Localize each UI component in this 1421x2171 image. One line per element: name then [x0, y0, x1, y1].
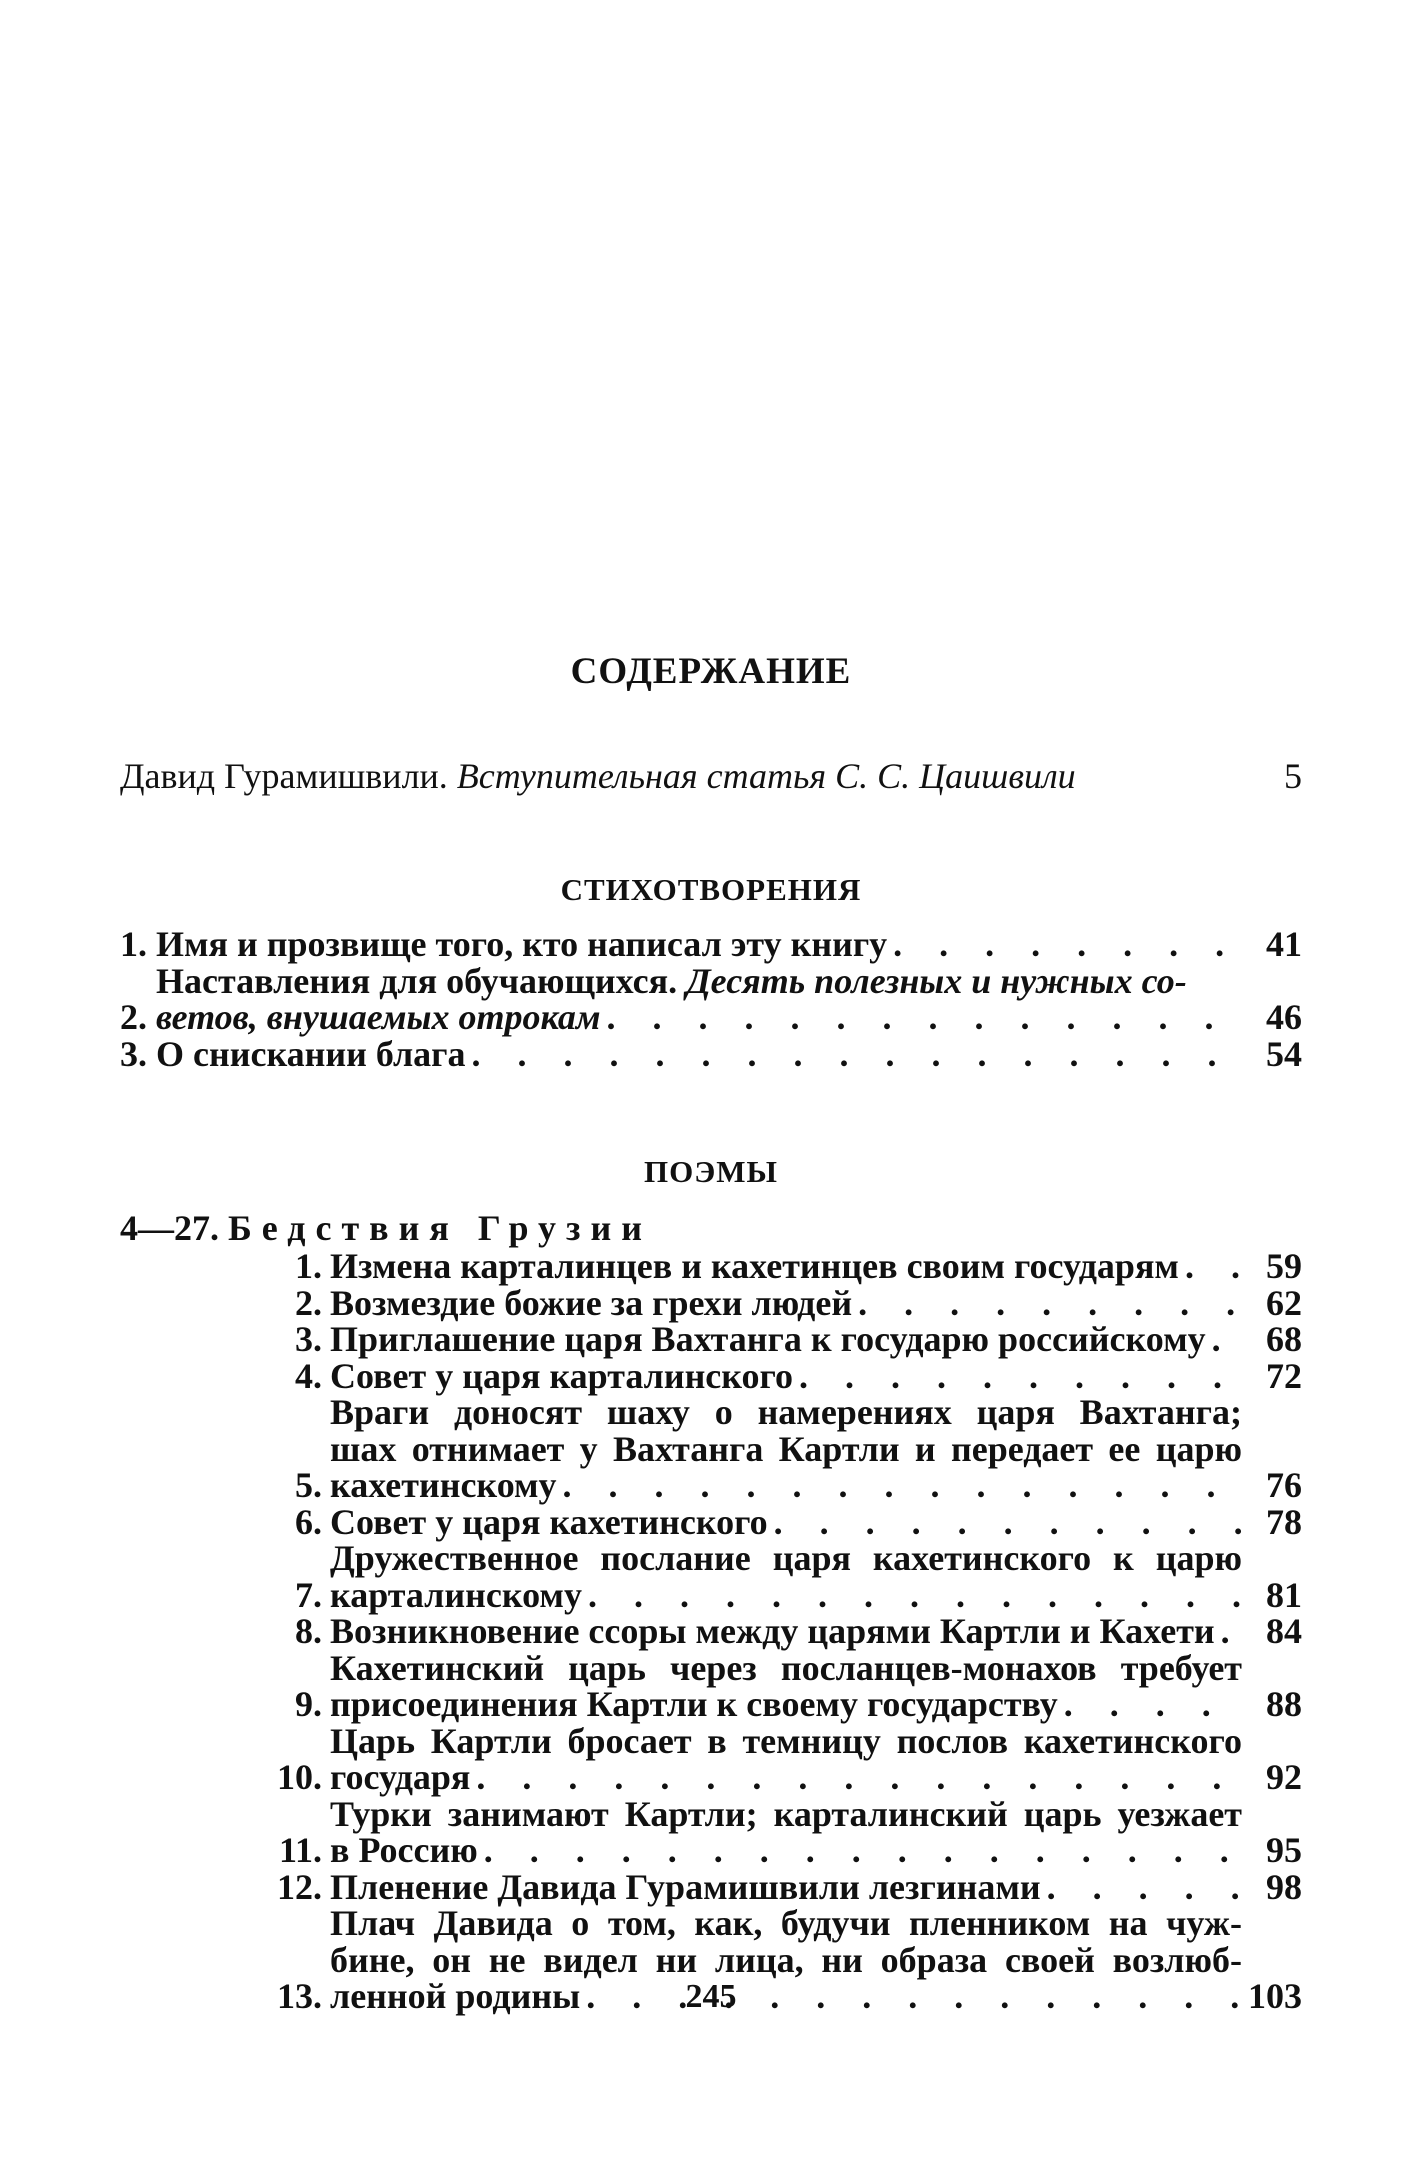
entry-number: 1. — [120, 924, 156, 964]
chapter-page: 95 — [1266, 1830, 1302, 1870]
chapter-page: 68 — [1266, 1319, 1302, 1359]
entry-page: 54 — [1266, 1033, 1302, 1074]
chapter-number: 12. — [277, 1866, 322, 1907]
chapter-entry — [120, 1647, 1302, 1724]
page-number: 245 — [685, 1978, 737, 2015]
dot-leader — [887, 926, 1242, 963]
chapter-page: 62 — [1266, 1282, 1302, 1323]
section-heading-poems-short: СТИХОТВОРЕНИЯ — [560, 872, 862, 907]
chapter-entry — [120, 1540, 1302, 1613]
entry-number: 2. — [120, 997, 156, 1037]
chapter-entry — [120, 1501, 1302, 1542]
chapter-page: 98 — [1266, 1866, 1302, 1907]
chapter-title-line: Совет у царя кахетинского — [330, 1501, 768, 1542]
chapter-entry — [120, 1866, 1302, 1907]
chapter-page: 88 — [1266, 1684, 1302, 1724]
dot-leader — [557, 1467, 1242, 1504]
entry-title: О снискании блага — [156, 1033, 466, 1074]
chapter-title-line: шах отнимает у Вахтанга Картли и передает ее царю — [330, 1428, 1242, 1469]
dot-leader — [852, 1285, 1242, 1322]
poem-group-name: Бедствия Грузии — [228, 1208, 652, 1248]
chapter-entry — [120, 1793, 1302, 1870]
dot-leader — [1041, 1869, 1242, 1906]
poem-group-title — [120, 1208, 1302, 1248]
chapter-title-line: государя — [330, 1757, 471, 1797]
chapter-title-line: Пленение Давида Гурамишвили лезгинами — [330, 1866, 1041, 1907]
chapter-page: 72 — [1266, 1355, 1302, 1396]
entry-title: Имя и прозвище того, кто написал эту книгу — [156, 924, 888, 964]
chapter-number: 3. — [295, 1319, 322, 1359]
chapter-title-line: Царь Картли бросает в темницу послов кахетинского — [330, 1720, 1242, 1761]
chapter-page: 92 — [1266, 1757, 1302, 1797]
book-page — [120, 0, 1302, 2171]
chapter-title-line: Дружественное послание царя кахетинского к царю — [330, 1538, 1242, 1578]
chapter-title-line: Приглашение царя Вахтанга к государю российскому — [330, 1319, 1206, 1359]
chapter-title-line: Плач Давида о том, как, будучи пленником на чуж- — [330, 1903, 1242, 1943]
chapter-title-line: Кахетинский царь через посланцев-монахов требует — [330, 1647, 1242, 1688]
dot-leader — [470, 1759, 1242, 1796]
chapter-number: 5. — [295, 1465, 322, 1505]
dot-leader — [582, 1577, 1242, 1614]
intro-entry — [120, 754, 1302, 798]
chapter-number: 10. — [277, 1757, 322, 1797]
intro-page: 5 — [1284, 756, 1302, 796]
dot-leader — [1058, 1686, 1242, 1723]
chapter-title-line: Враги доносят шаху о намерениях царя Вахтанга; — [330, 1392, 1242, 1432]
entry-number: 3. — [120, 1033, 156, 1074]
chapter-entry — [120, 1394, 1302, 1504]
chapter-entry — [120, 1613, 1302, 1650]
chapter-title-line: в Россию — [330, 1830, 478, 1870]
chapter-number: 4. — [295, 1355, 322, 1396]
entry-title: Наставления для обучающихся. — [156, 960, 678, 1001]
intro-article: Вступительная статья С. С. Цаишвили — [456, 756, 1076, 796]
chapter-title-line: Измена карталинцев и кахетинцев своим государям — [330, 1246, 1179, 1286]
chapter-entry — [120, 1355, 1302, 1396]
toc-entry-1 — [120, 926, 1302, 963]
contents-title: СОДЕРЖАНИЕ — [570, 651, 852, 692]
chapter-page: 103 — [1248, 1976, 1302, 2016]
chapter-title-line: кахетинскому — [330, 1465, 557, 1505]
entry-subtitle: Десять полезных и нужных со- — [686, 960, 1187, 1001]
entry-page: 46 — [1266, 997, 1302, 1037]
poems-short-list — [120, 926, 1302, 1072]
toc-entry-2 — [120, 960, 1302, 1037]
dot-leader — [478, 1832, 1242, 1869]
chapter-number: 9. — [295, 1684, 322, 1724]
poem-group-number: 4—27. — [120, 1208, 219, 1248]
toc-entry-3 — [120, 1033, 1302, 1074]
dot-leader — [768, 1504, 1242, 1541]
chapter-title-line: Возникновение ссоры между царями Картли и Кахети — [330, 1611, 1215, 1651]
chapter-number: 6. — [295, 1501, 322, 1542]
chapter-title-line: карталинскому — [330, 1574, 582, 1615]
dot-leader — [793, 1358, 1242, 1395]
dot-leader — [1206, 1321, 1242, 1358]
chapter-entry — [120, 1248, 1302, 1285]
chapter-title-line: присоединения Картли к своему государству — [330, 1684, 1058, 1724]
chapter-entry — [120, 1720, 1302, 1797]
dot-leader — [601, 999, 1242, 1036]
chapter-title-line: Возмездие божие за грехи людей — [330, 1282, 853, 1323]
entry-page: 41 — [1266, 924, 1302, 964]
section-heading-poems-long: ПОЭМЫ — [644, 1154, 778, 1189]
poems-long-list — [120, 1208, 1302, 2015]
intro-text — [120, 754, 1076, 798]
chapter-entry — [120, 1321, 1302, 1358]
chapter-number: 1. — [295, 1246, 322, 1286]
dot-leader — [1179, 1248, 1242, 1285]
chapter-number: 7. — [295, 1574, 322, 1615]
chapter-title-line: Турки занимают Картли; карталинский царь уезжает — [330, 1793, 1242, 1834]
dot-leader — [466, 1036, 1242, 1073]
chapter-number: 8. — [295, 1611, 322, 1651]
chapter-title-line: ленной родины — [330, 1976, 581, 2016]
poem-chapters — [120, 1248, 1302, 2015]
entry-subtitle-cont: ветов, внушаемых отрокам — [156, 997, 601, 1037]
chapter-page: 81 — [1266, 1574, 1302, 1615]
chapter-number: 13. — [277, 1976, 322, 2016]
chapter-number: 11. — [278, 1830, 322, 1870]
chapter-title-line: Совет у царя карталинского — [330, 1355, 794, 1396]
chapter-page: 59 — [1266, 1246, 1302, 1286]
dot-leader — [1215, 1613, 1242, 1650]
chapter-page: 76 — [1266, 1465, 1302, 1505]
chapter-number: 2. — [295, 1282, 322, 1323]
chapter-title-line: бине, он не видел ни лица, ни образа своей возлюб- — [330, 1939, 1242, 1980]
chapter-entry — [120, 1282, 1302, 1323]
chapter-page: 84 — [1266, 1611, 1302, 1651]
intro-author: Давид Гурамишвили. — [120, 756, 448, 796]
chapter-page: 78 — [1266, 1501, 1302, 1542]
